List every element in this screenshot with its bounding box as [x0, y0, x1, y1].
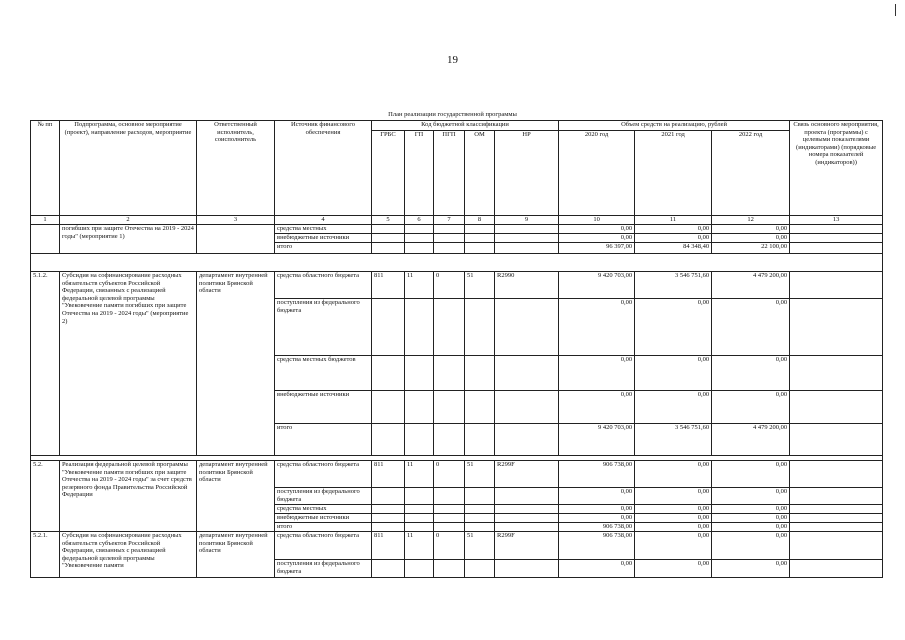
value-2020: 0,00: [559, 391, 635, 424]
header-volume: Объем средств на реализацию, рублей: [559, 121, 790, 131]
funding-source: средства областного бюджета: [275, 461, 372, 488]
code-nr: R299F: [495, 461, 559, 488]
value-2022: 0,00: [712, 225, 790, 234]
col-number: 11: [635, 216, 712, 225]
code-gp: 11: [405, 272, 434, 299]
value-2021: 0,00: [635, 299, 712, 356]
col-number: 1: [31, 216, 60, 225]
value-2022: 0,00: [712, 523, 790, 532]
col-number: 13: [790, 216, 883, 225]
row-num: 5.1.2.: [31, 272, 60, 456]
funding-source: поступления из федерального бюджета: [275, 560, 372, 578]
funding-source: внебюджетные источники: [275, 234, 372, 243]
measure-name: Субсидия на софинансирование расходных обязательств субъектов Российской Федерации, связанных с реализацией федеральной целевой программы "Увековечение памяти погибших при защите Отечества на 2019 - 2024 годы" (мероприятие 2): [60, 272, 197, 456]
value-2022: 0,00: [712, 391, 790, 424]
funding-source: средства местных бюджетов: [275, 356, 372, 391]
value-2021: 0,00: [635, 234, 712, 243]
column-number-row: [31, 216, 883, 225]
funding-source: внебюджетные источники: [275, 514, 372, 523]
col-number: 5: [372, 216, 405, 225]
header-grbs: ГРБС: [372, 131, 405, 216]
code-grbs: 811: [372, 532, 405, 560]
col-number: 10: [559, 216, 635, 225]
value-2022: 4 479 200,00: [712, 272, 790, 299]
value-2021: 0,00: [635, 560, 712, 578]
value-2021: 0,00: [635, 514, 712, 523]
measure-name: погибших при защите Отечества на 2019 - 2024 годы" (мероприятие 1): [60, 225, 197, 254]
col-number: 8: [465, 216, 495, 225]
header-pgp: ПГП: [434, 131, 465, 216]
value-2022: 0,00: [712, 488, 790, 505]
value-2022: 0,00: [712, 356, 790, 391]
value-2020: 0,00: [559, 225, 635, 234]
code-om: 51: [465, 461, 495, 488]
funding-source: внебюджетные источники: [275, 391, 372, 424]
code-grbs: 811: [372, 272, 405, 299]
value-2021: 0,00: [635, 356, 712, 391]
value-2020: 906 738,00: [559, 532, 635, 560]
code-gp: 11: [405, 532, 434, 560]
col-number: 7: [434, 216, 465, 225]
funding-source: средства областного бюджета: [275, 532, 372, 560]
header-2021: 2021 год: [635, 131, 712, 216]
value-2022: 0,00: [712, 461, 790, 488]
value-2020: 0,00: [559, 505, 635, 514]
value-2020: 0,00: [559, 234, 635, 243]
col-number: 2: [60, 216, 197, 225]
page-number: 19: [447, 54, 458, 66]
funding-source: итого: [275, 523, 372, 532]
code-pgp: 0: [434, 272, 465, 299]
funding-source: средства областного бюджета: [275, 272, 372, 299]
measure-executor: департамент внутренней политики Брянской области: [197, 272, 275, 456]
value-2021: 0,00: [635, 225, 712, 234]
value-2022: 0,00: [712, 532, 790, 560]
header-source: Источник финансового обеспечения: [275, 121, 372, 216]
value-2021: 0,00: [635, 391, 712, 424]
value-2022: 0,00: [712, 514, 790, 523]
value-2021: 0,00: [635, 505, 712, 514]
value-2020: 906 738,00: [559, 461, 635, 488]
header-num: № пп: [31, 121, 60, 216]
header-link: Связь основного мероприятия, проекта (программы) с целевыми показателями (индикаторами) (порядковые номера показателей (индикаторов)): [790, 121, 883, 216]
header-budget-code: Код бюджетной классификации: [372, 121, 559, 131]
table-row: [31, 225, 883, 234]
header-2022: 2022 год: [712, 131, 790, 216]
code-nr: R299F: [495, 532, 559, 560]
program-plan-table: [30, 120, 883, 578]
row-num: 5.2.: [31, 461, 60, 532]
row-num: [31, 225, 60, 254]
value-2022: 0,00: [712, 560, 790, 578]
row-num: 5.2.1.: [31, 532, 60, 578]
header-gp: ГП: [405, 131, 434, 216]
code-gp: 11: [405, 461, 434, 488]
header-2020: 2020 год: [559, 131, 635, 216]
table-caption: План реализации государственной программы: [388, 111, 517, 118]
value-2021: 0,00: [635, 488, 712, 505]
value-2021: 84 348,40: [635, 243, 712, 254]
value-2022: 0,00: [712, 234, 790, 243]
col-number: 3: [197, 216, 275, 225]
col-number: 12: [712, 216, 790, 225]
table-row: [31, 461, 883, 488]
value-2020: 906 738,00: [559, 523, 635, 532]
header-name: Подпрограмма, основное мероприятие (проект), направление расходов, мероприятие: [60, 121, 197, 216]
value-2020: 0,00: [559, 299, 635, 356]
funding-source: итого: [275, 243, 372, 254]
value-2021: 3 546 751,60: [635, 424, 712, 456]
value-2021: 3 546 751,60: [635, 272, 712, 299]
value-2021: 0,00: [635, 523, 712, 532]
value-2020: 9 420 703,00: [559, 424, 635, 456]
code-pgp: 0: [434, 461, 465, 488]
code-grbs: 811: [372, 461, 405, 488]
code-om: 51: [465, 272, 495, 299]
value-2020: 0,00: [559, 514, 635, 523]
header-om: ОМ: [465, 131, 495, 216]
value-2020: 0,00: [559, 560, 635, 578]
col-number: 9: [495, 216, 559, 225]
funding-source: итого: [275, 424, 372, 456]
header-nr: НР: [495, 131, 559, 216]
table-row: [31, 272, 883, 299]
value-2020: 0,00: [559, 356, 635, 391]
value-2020: 96 397,00: [559, 243, 635, 254]
value-2022: 4 479 200,00: [712, 424, 790, 456]
measure-name: Реализация федеральной целевой программы "Увековечение памяти погибших при защите Отечества на 2019 - 2024 годы" за счет средств резервного фонда Правительства Российской Федерации: [60, 461, 197, 532]
funding-source: средства местных: [275, 225, 372, 234]
funding-source: поступления из федерального бюджета: [275, 488, 372, 505]
measure-executor: [197, 225, 275, 254]
spacer-row: [31, 254, 883, 272]
code-pgp: 0: [434, 532, 465, 560]
code-om: 51: [465, 532, 495, 560]
value-2022: 0,00: [712, 299, 790, 356]
measure-name: Субсидия на софинансирование расходных обязательств субъектов Российской Федерации, связанных с реализацией федеральной целевой программы "Увековечение памяти: [60, 532, 197, 578]
header-row-1: [31, 121, 883, 131]
col-number: 6: [405, 216, 434, 225]
value-2020: 0,00: [559, 488, 635, 505]
value-2021: 0,00: [635, 461, 712, 488]
value-2021: 0,00: [635, 532, 712, 560]
measure-executor: департамент внутренней политики Брянской области: [197, 461, 275, 532]
funding-source: поступления из федерального бюджета: [275, 299, 372, 356]
funding-source: средства местных: [275, 505, 372, 514]
col-number: 4: [275, 216, 372, 225]
header-executor: Ответственный исполнитель, соисполнитель: [197, 121, 275, 216]
value-2020: 9 420 703,00: [559, 272, 635, 299]
code-nr: R2990: [495, 272, 559, 299]
scan-edge-mark: [895, 4, 896, 16]
value-2022: 22 100,00: [712, 243, 790, 254]
measure-executor: департамент внутренней политики Брянской области: [197, 532, 275, 578]
table-row: [31, 532, 883, 560]
value-2022: 0,00: [712, 505, 790, 514]
